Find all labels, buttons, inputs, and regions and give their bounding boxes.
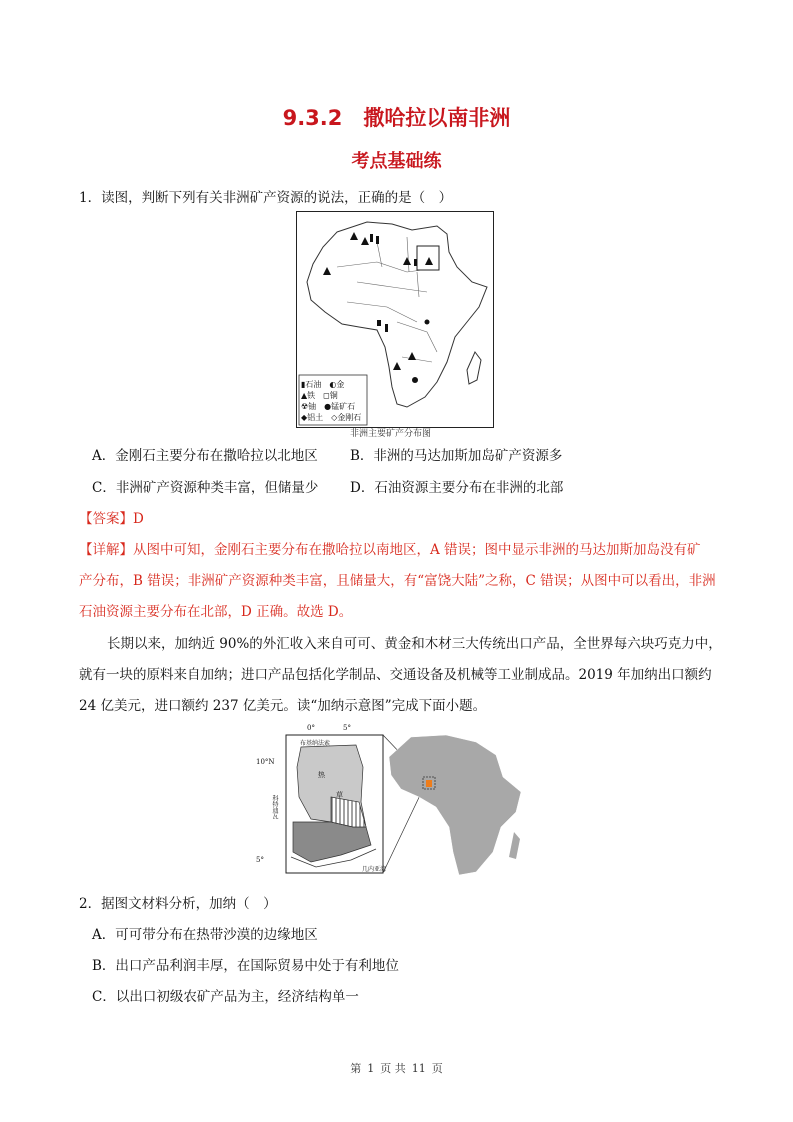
- map2-label-10n: 10°N: [256, 758, 275, 766]
- q2-option-a: A．可可带分布在热带沙漠的边缘地区: [92, 927, 318, 943]
- iron-icon: ▲: [301, 391, 308, 400]
- q1-option-b: B．非洲的马达加斯加岛矿产资源多: [350, 448, 563, 464]
- gold-icon: ◐: [329, 380, 337, 389]
- q1-option-d: D．石油资源主要分布在非洲的北部: [350, 480, 564, 496]
- legend-gold: 金: [336, 380, 345, 389]
- legend-iron: 铁: [307, 391, 316, 400]
- passage-line-2: 就有一块的原料来自加纳；进口产品包括化学制品、交通设备及机械等工业制成品。2019 年加纳出口额约: [79, 667, 712, 683]
- map2-label-burkina: 布基纳法索: [300, 740, 331, 747]
- legend-bauxite: 铝土: [307, 413, 324, 422]
- map2-label-grass: 草: [336, 791, 343, 799]
- map2-label-5deg: 5°: [343, 724, 351, 732]
- map2-label-hot: 热: [318, 771, 325, 779]
- ghana-map-figure: [271, 727, 533, 877]
- legend-oil: 石油: [305, 380, 322, 389]
- legend-manganese: 锰矿石: [331, 402, 356, 411]
- page-title: 9.3.2 撒哈拉以南非洲: [282, 106, 511, 130]
- footer-prefix: 第: [350, 1062, 362, 1075]
- figure-1-caption: 非洲主要矿产分布图: [350, 429, 432, 439]
- country-borders: [337, 237, 437, 362]
- map-legend-labels: [301, 379, 361, 423]
- ghana-highlight: [426, 780, 432, 787]
- footer-mid: 页 共: [380, 1062, 406, 1075]
- africa-locator: [389, 735, 521, 875]
- passage-line-1: 长期以来，加纳近 90%的外汇收入来自可可、黄金和木材三大传统出口产品，全世界每六块巧克力中，: [107, 636, 722, 652]
- passage-line-3: 24 亿美元，进口额约 237 亿美元。读“加纳示意图”完成下面小题。: [79, 698, 487, 714]
- page-subtitle: 考点基础练: [351, 151, 442, 172]
- map2-label-cote-divoire: 科特迪瓦: [271, 795, 278, 819]
- legend-uranium: 铀: [308, 402, 317, 411]
- q1-option-a: A．金刚石主要分布在撒哈拉以北地区: [92, 448, 318, 464]
- oil-icon: ▮: [301, 380, 306, 389]
- question-2-stem: 2．据图文材料分析，加纳（ ）: [79, 896, 277, 912]
- footer-total-pages: 11: [411, 1062, 426, 1075]
- bauxite-icon: ◆: [301, 413, 308, 422]
- page-footer: [0, 1060, 793, 1076]
- q2-option-c: C．以出口初级农矿产品为主，经济结构单一: [92, 989, 359, 1005]
- q1-answer: 【答案】D: [79, 511, 144, 527]
- egypt-box: [417, 246, 439, 270]
- legend-copper: 铜: [329, 391, 338, 400]
- q1-explain-line-2: 产分布，B 错误；非洲矿产资源种类丰富，且储量大，有“富饶大陆”之称，C 错误；从图中可以看出，非洲: [79, 573, 716, 589]
- question-1-stem: 1．读图，判断下列有关非洲矿产资源的说法，正确的是（ ）: [79, 190, 453, 206]
- q1-explain-line-1: 【详解】从图中可知，金刚石主要分布在撒哈拉以南地区，A 错误；图中显示非洲的马达加斯加岛没有矿: [79, 542, 701, 558]
- map2-label-5n: 5°: [256, 856, 264, 864]
- ghana-map-svg: [271, 727, 533, 877]
- map2-label-0deg: 0°: [307, 724, 315, 732]
- q1-option-c: C．非洲矿产资源种类丰富，但储量少: [92, 480, 319, 496]
- footer-page-number: 1: [367, 1062, 375, 1075]
- madagascar-outline: [467, 352, 481, 384]
- q2-option-b: B．出口产品利润丰厚，在国际贸易中处于有利地位: [92, 958, 399, 974]
- madagascar-locator: [509, 832, 520, 859]
- uranium-icon: ☢: [301, 402, 309, 411]
- footer-suffix: 页: [431, 1062, 443, 1075]
- map2-label-gulf: 几内亚湾: [362, 866, 387, 873]
- manganese-icon: ●: [324, 402, 332, 411]
- q1-explain-line-3: 石油资源主要分布在北部，D 正确。故选 D。: [79, 604, 353, 620]
- copper-icon: ◻: [323, 391, 330, 400]
- diamond-icon: ◇: [331, 413, 338, 422]
- legend-diamond: 金刚石: [337, 413, 362, 422]
